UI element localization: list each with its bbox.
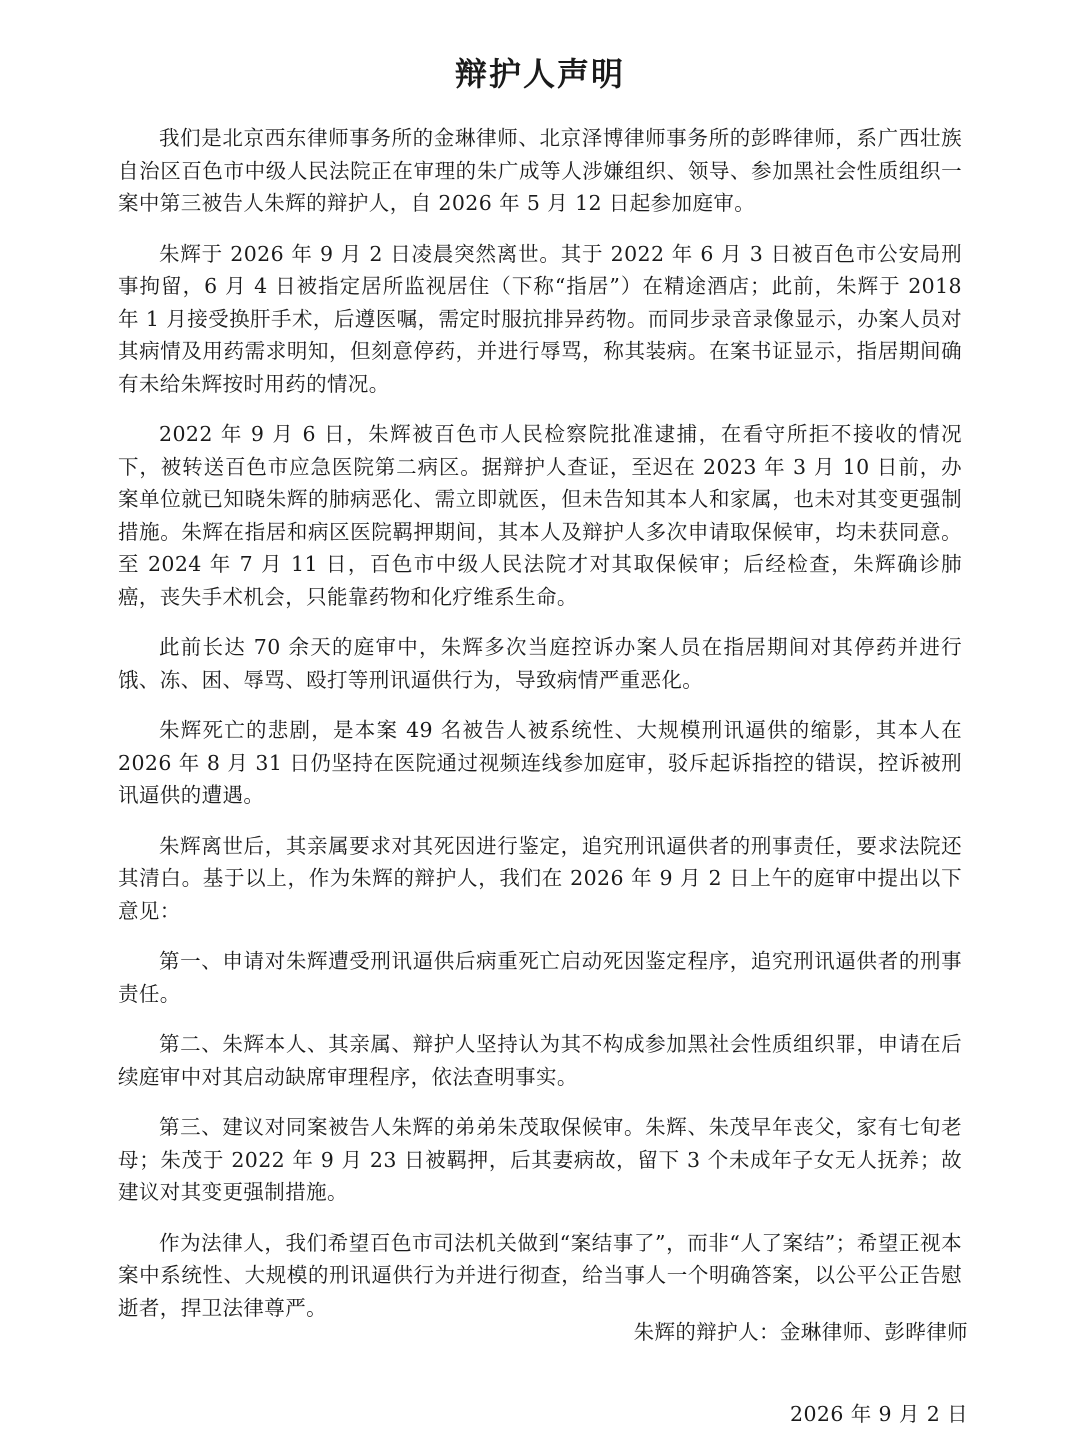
document-title: 辩护人声明 xyxy=(454,55,625,93)
paragraph-1: 我们是北京西东律师事务所的金琳律师、北京泽博律师事务所的彭晔律师，系广西壮族自治区百色市中级人民法院正在审理的朱广成等人涉嫌组织、领导、参加黑社会性质组织一案中第三被告人朱辉的辩护人，自 2026 年 5 月 12 日起参加庭审。 xyxy=(118,126,962,215)
paragraph-2: 朱辉于 2026 年 9 月 2 日凌晨突然离世。其于 2022 年 6 月 3 日被百色市公安局刑事拘留，6 月 4 日被指定居所监视居住（下称“指居”）在精途酒店；此前，朱辉于 2018 年 1 月接受换肝手术，后遵医嘱，需定时服抗排异药物。而同步录音录像显示，办案人员对其病情及用药需求明知，但刻意停药，并进行辱骂，称其装病。在案书证显示，指居期间确有未给朱辉按时用药的情况。 xyxy=(118,241,962,396)
paragraph-9: 第三、建议对同案被告人朱辉的弟弟朱茂取保候审。朱辉、朱茂早年丧父，家有七旬老母；朱茂于 2022 年 9 月 23 日被羁押，后其妻病故，留下 3 个未成年子女无人抚养；故建议对其变更强制措施。 xyxy=(118,1115,962,1204)
paragraph-3: 2022 年 9 月 6 日，朱辉被百色市人民检察院批准逮捕，在看守所拒不接收的情况下，被转送百色市应急医院第二病区。据辩护人查证，至迟在 2023 年 3 月 10 日前，办案单位就已知晓朱辉的肺病恶化、需立即就医，但未告知其本人和家属，也未对其变更强制措施。朱辉在指居和病区医院羁押期间，其本人及辩护人多次申请取保候审，均未获同意。至 2024 年 7 月 11 日，百色市中级人民法院才对其取保候审；后经检查，朱辉确诊肺癌，丧失手术机会，只能靠药物和化疗维系生命。 xyxy=(118,422,962,609)
paragraph-8: 第二、朱辉本人、其亲属、辩护人坚持认为其不构成参加黑社会性质组织罪，申请在后续庭审中对其启动缺席审理程序，依法查明事实。 xyxy=(118,1032,962,1089)
paragraph-4: 此前长达 70 余天的庭审中，朱辉多次当庭控诉办案人员在指居期间对其停药并进行饿、冻、困、辱骂、殴打等刑讯逼供行为，导致病情严重恶化。 xyxy=(118,635,962,692)
document-body xyxy=(118,122,962,1324)
paragraph-10: 作为法律人，我们希望百色市司法机关做到“案结事了”，而非“人了案结”；希望正视本案中系统性、大规模的刑讯逼供行为并进行彻查，给当事人一个明确答案，以公平公正告慰逝者，捍卫法律尊严。 xyxy=(118,1230,962,1320)
date-line: 2026 年 9 月 2 日 xyxy=(790,1402,968,1426)
paragraph-7: 第一、申请对朱辉遭受刑讯逼供后病重死亡启动死因鉴定程序，追究刑讯逼供者的刑事责任。 xyxy=(118,949,962,1006)
paragraph-5: 朱辉死亡的悲剧，是本案 49 名被告人被系统性、大规模刑讯逼供的缩影，其本人在 2026 年 8 月 31 日仍坚持在医院通过视频连线参加庭审，驳斥起诉指控的错误，控诉被刑讯逼供的遭遇。 xyxy=(118,718,962,807)
signature-line: 朱辉的辩护人：金琳律师、彭晔律师 xyxy=(633,1320,968,1344)
paragraph-6: 朱辉离世后，其亲属要求对其死因进行鉴定，追究刑讯逼供者的刑事责任，要求法院还其清白。基于以上，作为朱辉的辩护人，我们在 2026 年 9 月 2 日上午的庭审中提出以下意见： xyxy=(118,833,962,923)
